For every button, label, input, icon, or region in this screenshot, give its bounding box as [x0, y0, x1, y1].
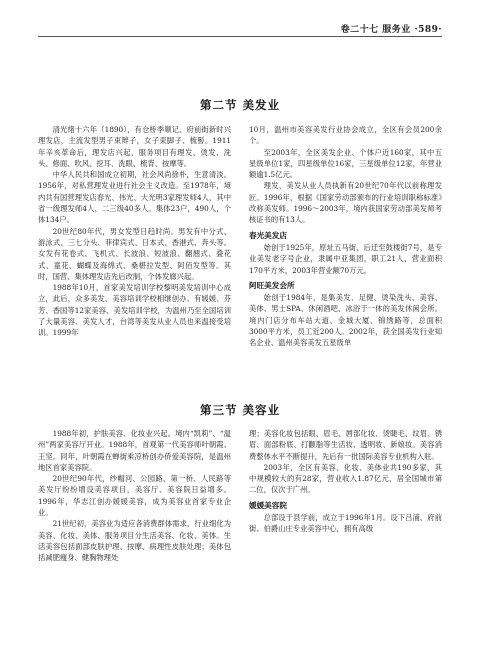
paragraph: 清光绪十六年（1890），有仓桥季顺记、府前街新时兴理发店，主流发型男子束辫子，女子束脚子、梳髻。1911年辛亥革命后，理发店兴起，服务项目有理发、烫发、洗头、修面、吹风、挖耳、洗眼、梳背、按摩等。 — [38, 125, 231, 168]
paragraph: 2003年，全区有美容、化妆、美体业共190多家，其中规模较大的有28家，营业收入1.87亿元，居全国城市第二位，仅次于广州。 — [249, 462, 442, 495]
paragraph: 21世纪初，美容业为适应各消费群体需求，行业细化为美容、化妆、美体、服务项目分生活美容、化妆、美体。生活美容包括面部皮肤护理、按摩、病理性皮肤处理；美体包括减肥瘦身、健胸物理处 — [38, 519, 231, 563]
paragraph: 始创于1984年，是集美发、足健、烫染洗头、美容、美体、男士SPA、休闲酒吧、冰浴于一体的美发休闲会所。境内门店分布车站大道、金城大厦、锦绣路等，总面积3000平方米，员工近200人。2002年，获全国美发行业知名企业、温州美容美发五星级单 — [249, 293, 442, 348]
header-rule — [38, 36, 442, 37]
paragraph: 至2003年，全区美发企业、个体户近160家，其中五星级单位1家，四星级单位16家，三星级单位12家，年营业额逾1.5亿元。 — [249, 147, 442, 180]
paragraph: 始创于1925年，原址五马街，后迁至鼓楼街7号，是专业美发老字号企业，隶属中亚集团，职工21人，营业面积170平方米，2003年营业额70万元。 — [249, 242, 442, 275]
paragraph: 总部设于县学前，成立于1996年1月。设下吕浦、府前街、伯爵山庄专业美容中心，拥有高级 — [249, 513, 442, 534]
paragraph: 1988年初，护肤美容、化妆业兴起。境内“凯莉”、“温州”两家美容厅开业。1988年，首观第一代美容师叶朝霞、王坚。同年，叶朝霞在蝉街乘凉桥创办侨爱美容院，是温州地区首家美容院。 — [38, 429, 231, 472]
subsection-heading: 媛媛美容院 — [249, 500, 287, 510]
subsection-heading: 春光美发店 — [249, 230, 287, 240]
subsection-heading: 阿旺美发会所 — [249, 280, 295, 290]
paragraph: 中华人民共和国成立初期，社会风尚徐朴，生意清淡。1956年，对私营理发业进行社会主义改造。至1978年，境内共有国营理发店春光、伟光、大光明3家理发师4人，其中省一级理发师4人，二三级40多人。集体23户，490人，个体134户。 — [38, 170, 231, 225]
paragraph: 理发、美发从业人员执新有20世纪70年代以前称理发匠。1996年，根据《国家劳动部颁布的行业培训职称标准》改称美发师。1996～2003年，境内获国家劳动部美发师考核证书的有13人。 — [249, 181, 442, 225]
paragraph: 20世纪90年代，纱帽河、公园路、第一桥、人民路等美发厅纷纷增设美容项目，美容厅、美容院日益增多。1996年，华志江创办媛媛美容，成为美容业首家专业企业。 — [38, 474, 231, 518]
section-hairdressing-left-column — [38, 124, 231, 339]
paragraph: 10月，温州市美容美发行业协会成立，全区有会员200余个。 — [249, 125, 442, 146]
section-title-hairdressing: 第二节 美发业 — [199, 98, 280, 112]
section-hairdressing-right-column — [249, 124, 442, 349]
section-beauty-right-column — [249, 428, 442, 535]
running-head: 卷二十七 服务业 ·589· — [340, 25, 442, 35]
paragraph: 20世纪80年代，男女发型日趋时尚。男发有中分式、游泳式、三七分头、菲律宾式、日本式、香港式、奔头等。女发有花卷式、飞机式、长波浪、短波浪、翻翘式、叠花式、童花、蝴蝶及海绵式、桑椹拉发型、阿佰发型等。其时，国营、集体理发店先后改制，个体发廊兴起。 — [38, 226, 231, 281]
paragraph: 理；美容化妆包括眼、眉毛、唇部化妆、烫睫毛、纹眉、锈眉、面部粉底、打颧脂等生活妆、透明妆、新娘妆。美容消费整体水平不断提升，先后有一批国际美容专业机构入驻。 — [249, 429, 442, 461]
section-title-beauty: 第三节 美容业 — [199, 403, 280, 417]
section-beauty-left-column — [38, 428, 231, 564]
paragraph: 1988年10月，首家美发培训学校黎明美发培训中心成立，此后，众多美发、美容培训学校相继创办。有媛媛、芬芳、香国等12家美容、美发培训学校，为温州乃至全国培训了大量美容、美发人才，台湾等美发从业人员也来温接受培训。1999年 — [38, 283, 231, 338]
